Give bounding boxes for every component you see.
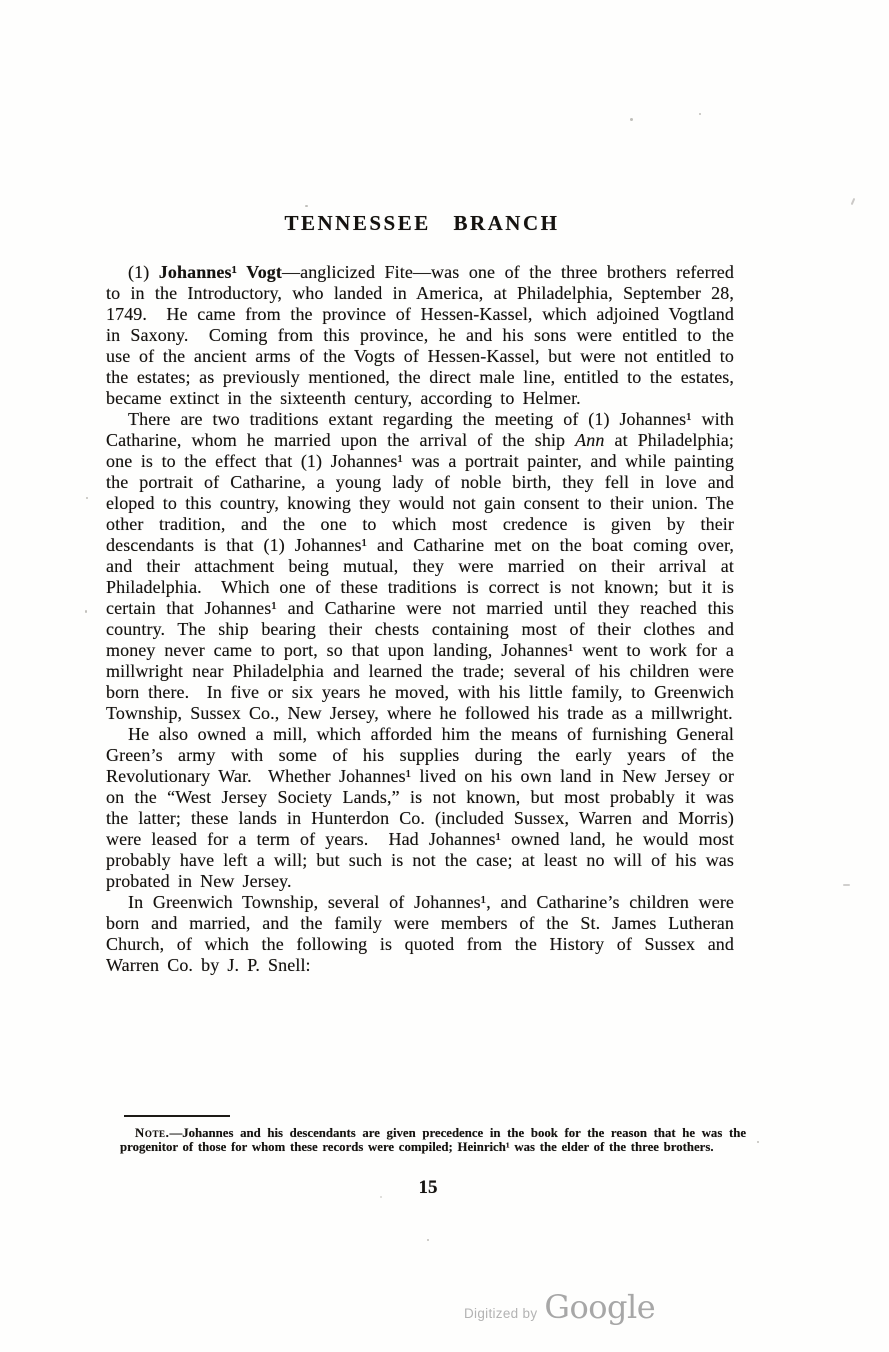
scan-speck: [427, 1239, 429, 1241]
scan-speck: [630, 118, 633, 121]
google-logo: Google: [544, 1288, 656, 1326]
scan-speck: [305, 205, 308, 207]
text-run: —anglicized Fite—was one of the three brothers referred to in the Introductory, who landed in America, at Philadelphia, September 28, 1749. He came from the province of Hessen-Kassel, which adjoined Vogtland in Saxony. Coming from this province, he and his sons were entitled to the use of the ancient arms of the Vogts of Hessen-Kassel, but were not entitled to the estates; as previously mentioned, the direct male line, entitled to the estates, became extinct in the sixteenth century, according to Helmer.: [106, 262, 734, 408]
scan-speck: [380, 1196, 382, 1198]
text-run: There are two traditions extant regarding the meeting of (1) Johannes¹ with Catharine, whom he married upon the arrival of the ship: [106, 409, 734, 450]
text-run: In Greenwich Township, several of Johannes¹, and Catharine’s children were born and married, and the family were members of the St. James Lutheran Church, of which the following is quoted from the History of Sussex and Warren Co. by J. P. Snell:: [106, 892, 734, 975]
text-run: (1): [128, 262, 159, 282]
text-run: He also owned a mill, which afforded him the means of furnishing General Green’s army with some of his supplies during the early years of the Revolutionary War. Whether Johannes¹ lived on his own land in New Jersey or on the “West Jersey Society Lands,” is not known, but most probably it was the latter; these lands in Hunterdon Co. (included Sussex, Warren and Morris) were leased for a term of years. Had Johannes¹ owned land, he would most probably have left a will; but such is not the case; at least no will of his was probated in New Jersey.: [106, 724, 734, 891]
scan-speck: [85, 610, 87, 613]
scan-speck: [699, 113, 701, 115]
scan-speck: [843, 884, 850, 886]
body-text: [106, 262, 734, 976]
paragraph: [106, 892, 734, 976]
text-run: at Philadelphia; one is to the effect that (1) Johannes¹ was a portrait painter, and while painting the portrait of Catharine, a young lady of noble birth, they fell in love and eloped to this country, knowing they would not gain consent to their union. The other tradition, and the one to which most credence is given by their descendants is that (1) Johannes¹ and Catharine met on the boat coming over, and their attachment being mutual, they were married on their arrival at Philadelphia. Which one of these traditions is correct is not known; but it is certain that Johannes¹ and Catharine were not married until they reached this country. The ship bearing their chests containing most of their clothes and money never came to port, so that upon landing, Johannes¹ went to work for a millwright near Philadelphia and learned the trade; several of his children were born there. In five or six years he moved, with his little family, to Greenwich Township, Sussex Co., New Jersey, where he followed his trade as a millwright.: [106, 430, 734, 723]
paragraph: [106, 409, 734, 724]
watermark: [464, 1288, 655, 1326]
footnote-rule: [124, 1115, 230, 1117]
scan-speck: [757, 1141, 759, 1143]
paragraph: [106, 262, 734, 409]
text-run: Ann: [575, 430, 605, 450]
footnote: [120, 1126, 746, 1154]
text-run: Note.: [135, 1126, 170, 1140]
scan-speck: [86, 497, 88, 499]
watermark-prefix: Digitized by: [464, 1306, 538, 1321]
page-heading: TENNESSEE BRANCH: [284, 211, 560, 235]
paragraph: [106, 724, 734, 892]
scan-speck: [851, 198, 856, 205]
page-number: 15: [418, 1177, 438, 1198]
text-run: —Johannes and his descendants are given precedence in the book for the reason that he was the progenitor of those for whom these records were compiled; Heinrich¹ was the elder of the three brothers.: [120, 1126, 746, 1154]
text-run: Johannes¹ Vogt: [158, 262, 282, 282]
